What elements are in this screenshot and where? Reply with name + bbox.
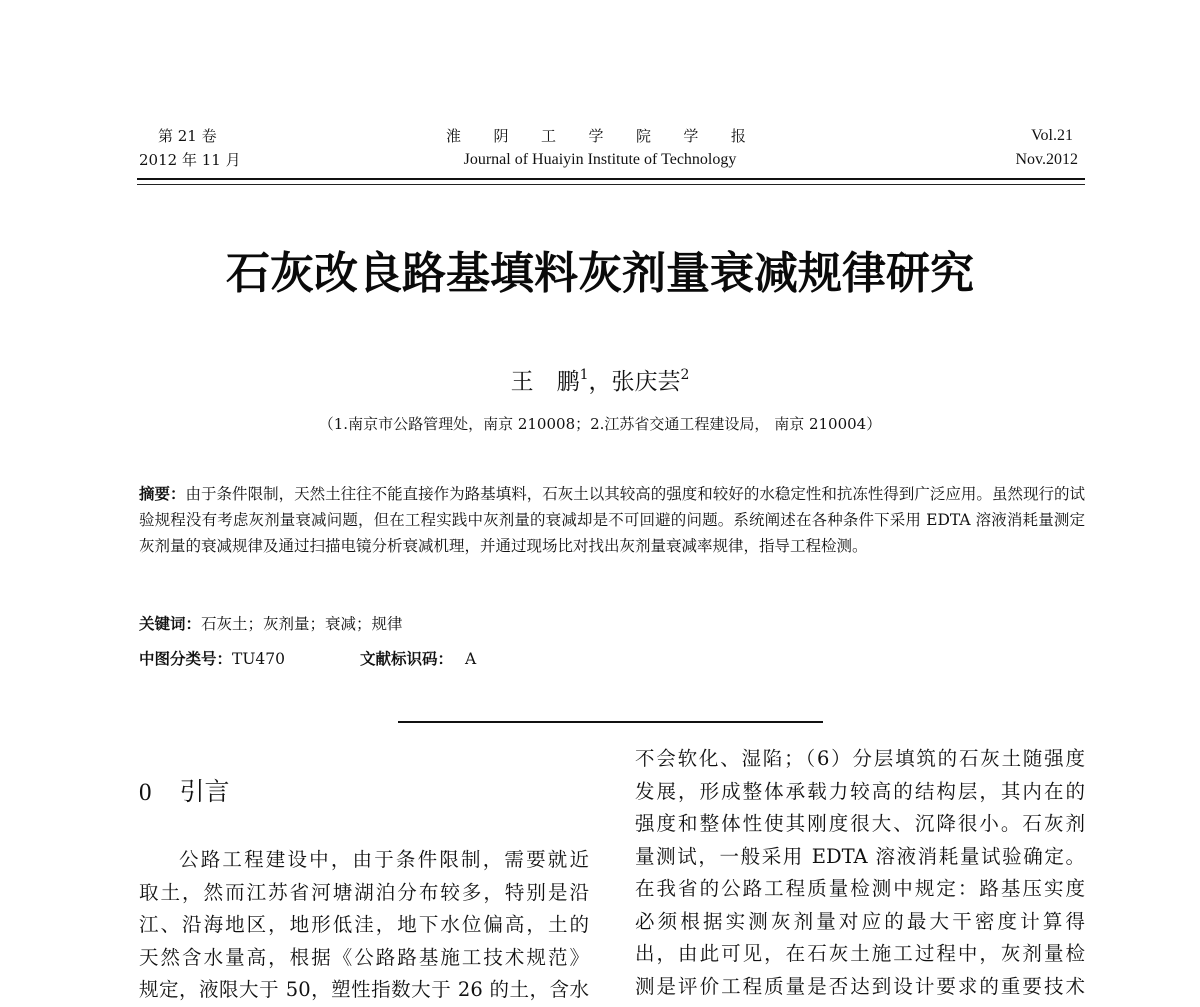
journal-cn-char: 院 xyxy=(635,127,651,145)
clc-value: TU470 xyxy=(232,650,286,668)
paragraph-line: 测是评价工程质量是否达到设计要求的重要技术 xyxy=(635,974,1085,998)
header-volume-en: Vol.21 xyxy=(1031,127,1073,144)
affiliation-mark: 1 xyxy=(579,367,589,383)
header-date-cn: 2012 年 11 月 xyxy=(139,151,241,169)
body-column-left xyxy=(139,844,589,1007)
keywords-label: 关键词： xyxy=(139,615,202,633)
section-title: 引言 xyxy=(179,777,230,806)
header-volume-cn: 第 21 卷 xyxy=(158,127,217,145)
paragraph-line: 在我省的公路工程质量检测中规定：路基压实度 xyxy=(635,877,1085,900)
paragraph-line: 公路工程建设中，由于条件限制，需要就近 xyxy=(179,848,589,871)
classification xyxy=(139,647,476,671)
paragraph-line: 量测试，一般采用 EDTA 溶液消耗量试验确定。 xyxy=(635,844,1085,868)
header-date-en: Nov.2012 xyxy=(1015,151,1078,168)
section-heading xyxy=(139,775,230,810)
author-separator: ， xyxy=(588,369,612,395)
paragraph-line: 出，由此可见，在石灰土施工过程中，灰剂量检 xyxy=(635,942,1085,965)
paragraph-line: 江、沿海地区，地形低洼，地下水位偏高，土的 xyxy=(139,913,589,936)
header-journal-en: Journal of Huaiyin Institute of Technology xyxy=(463,151,737,168)
author-name: 王 鹏 xyxy=(510,369,580,395)
journal-cn-char: 工 xyxy=(540,127,556,145)
header-rule-thin xyxy=(137,184,1085,185)
author-name: 张庆芸 xyxy=(611,369,681,395)
abstract-text: 由于条件限制，天然土往往不能直接作为路基填料，石灰土以其较高的强度和较好的水稳定性和抗冻性得到广泛应用。虽然现行的试验规程没有考虑灰剂量衰减问题，但在工程实践中灰剂量的衰减却是不可回避的问题。系统阐述在各种条件下采用 EDTA 溶液消耗量测定灰剂量的衰减规律及通过扫描电镜分析衰减机理，并通过现场比对找出灰剂量衰减率规律，指导工程检测。 xyxy=(139,485,1085,555)
paragraph-line: 天然含水量高，根据《公路路基施工技术规范》 xyxy=(139,945,589,969)
doc-code-label: 文献标识码： xyxy=(359,650,453,668)
section-number: 0 xyxy=(139,779,152,806)
author-list xyxy=(0,360,1200,397)
abstract-label: 摘要： xyxy=(139,485,186,503)
journal-cn-char: 阴 xyxy=(493,127,509,145)
journal-cn-char: 淮 xyxy=(446,127,462,145)
journal-cn-char: 学 xyxy=(683,127,699,145)
paragraph-line: 强度和整体性使其刚度很大、沉降很小。石灰剂 xyxy=(635,812,1085,835)
keywords-text: 石灰土；灰剂量；衰减；规律 xyxy=(201,615,403,633)
paragraph-line: 规定，液限大于 50，塑性指数大于 26 的土，含水 xyxy=(139,978,589,1001)
paragraph-line: 必须根据实测灰剂量对应的最大干密度计算得 xyxy=(635,909,1085,933)
journal-cn-char: 学 xyxy=(588,127,604,145)
header-journal-cn xyxy=(446,126,746,146)
affiliations: （1.南京市公路管理处，南京 210008；2.江苏省交通工程建设局， 南京 210004） xyxy=(318,415,882,433)
clc-label: 中图分类号： xyxy=(139,650,233,668)
keywords xyxy=(139,612,403,636)
journal-cn-char: 报 xyxy=(730,127,746,145)
abstract xyxy=(139,481,1085,559)
affiliation-mark: 2 xyxy=(680,367,690,383)
article-title: 石灰改良路基填料灰剂量衰减规律研究 xyxy=(226,248,974,299)
doc-code-value: A xyxy=(464,650,477,668)
paragraph-line: 不会软化、湿陷；（6）分层填筑的石灰土随强度 xyxy=(635,747,1085,770)
header-rule-thick xyxy=(137,178,1085,180)
paragraph-line: 取土，然而江苏省河塘湖泊分布较多，特别是沿 xyxy=(139,880,589,904)
paragraph-line: 发展，形成整体承载力较高的结构层，其内在的 xyxy=(635,779,1085,803)
body-column-right xyxy=(635,743,1085,1003)
abstract-divider xyxy=(398,721,823,723)
